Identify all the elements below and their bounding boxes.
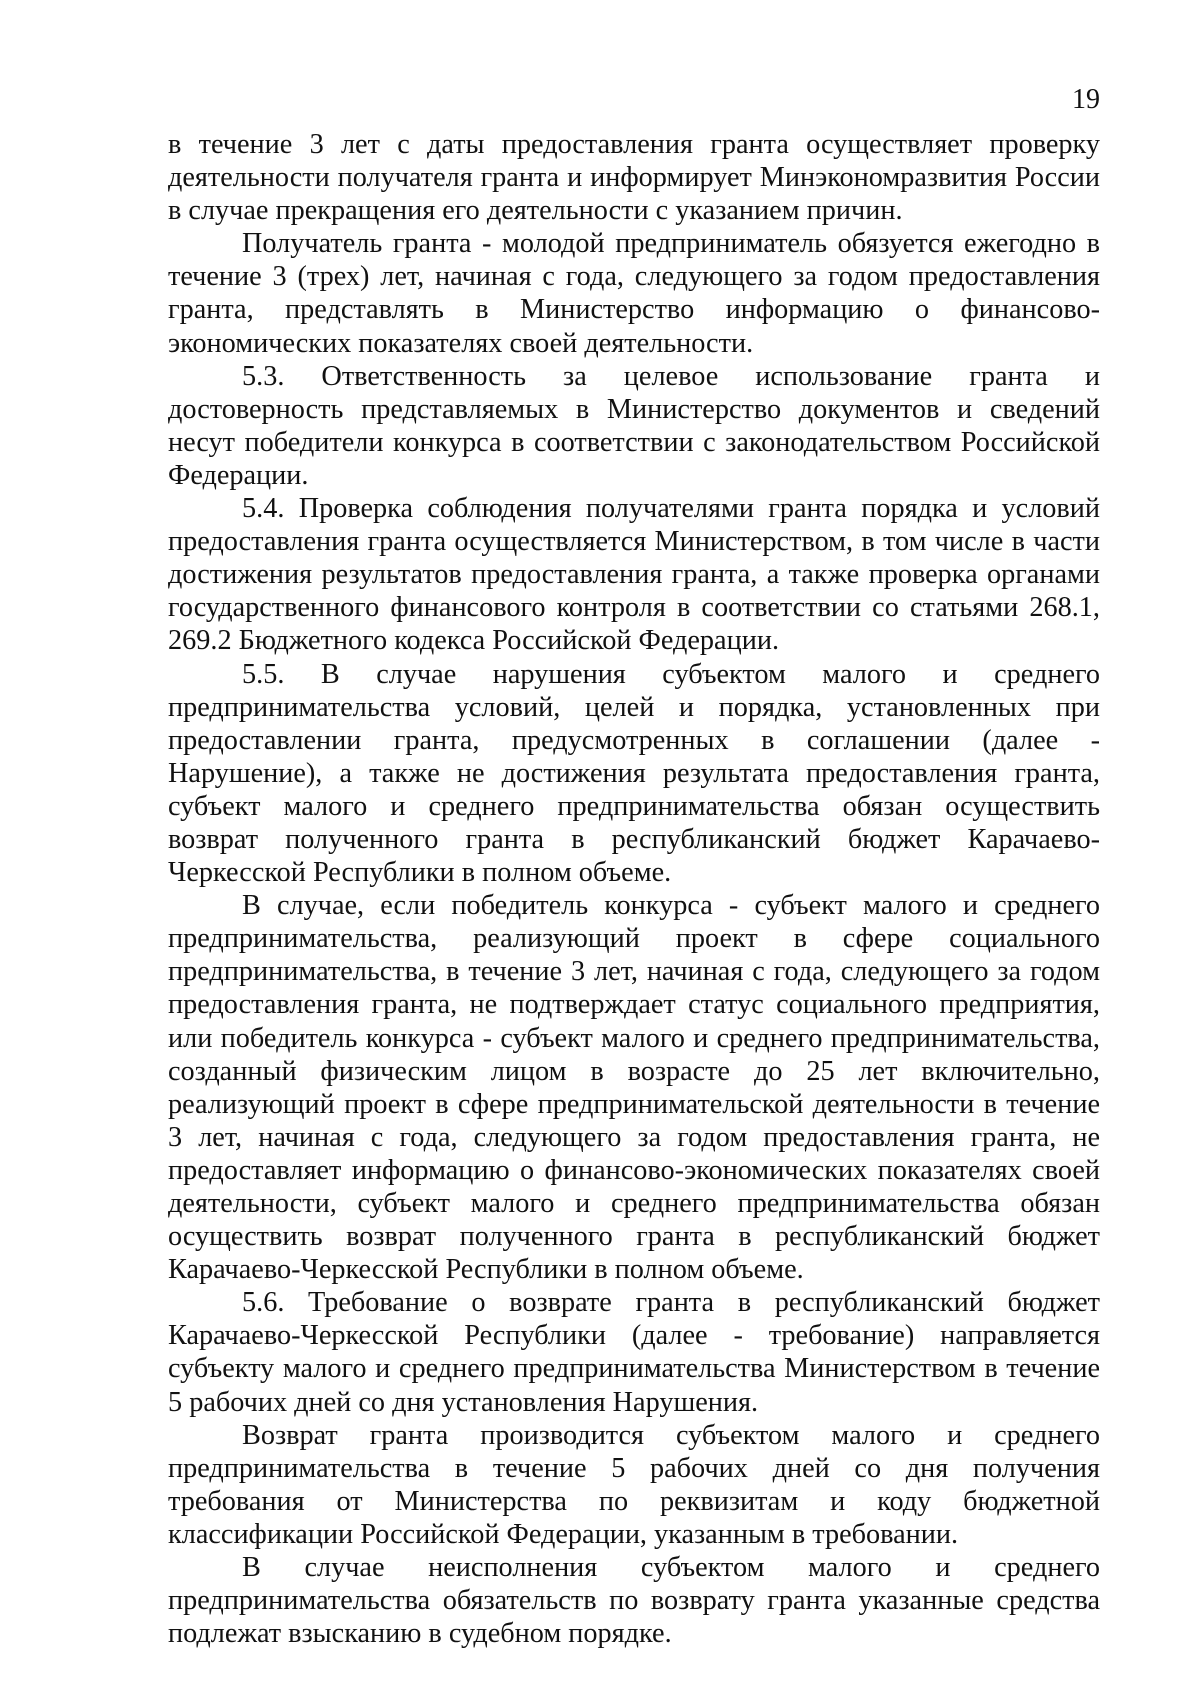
- paragraph-grant-monitoring: в течение 3 лет с даты предоставления гранта осуществляет проверку деятельности получателя гранта и информирует Минэкономразвития России в случае прекращения его деятельности с указанием причин.: [168, 129, 1100, 227]
- paragraph-social-enterprise-refund: В случае, если победитель конкурса - субъект малого и среднего предпринимательства, реализующий проект в сфере социального предпринимательства, в течение 3 лет, начиная с года, следующего за годом предоставления гранта, не подтверждает статус социального предприятия, или победитель конкурса - субъект малого и среднего предпринимательства, созданный физическим лицом в возрасте до 25 лет включительно, реализующий проект в сфере предпринимательской деятельности в течение 3 лет, начиная с года, следующего за годом предоставления гранта, не предоставляет информацию о финансово-экономических показателях своей деятельности, субъект малого и среднего предпринимательства обязан осуществить возврат полученного гранта в республиканский бюджет Карачаево-Черкесской Республики в полном объеме.: [168, 890, 1100, 1286]
- paragraph-young-entrepreneur-reporting: Получатель гранта - молодой предприниматель обязуется ежегодно в течение 3 (трех) лет, начиная с года, следующего за годом предоставления гранта, представлять в Министерство информацию о финансово-экономических показателях своей деятельности.: [168, 228, 1100, 359]
- paragraph-5-5-violation-refund: 5.5. В случае нарушения субъектом малого и среднего предпринимательства условий, целей и порядка, установленных при предоставлении гранта, предусмотренных в соглашении (далее - Нарушение), а также не достижения результата предоставления гранта, субъект малого и среднего предпринимательства обязан осуществить возврат полученного гранта в республиканский бюджет Карачаево-Черкесской Республики в полном объеме.: [168, 658, 1100, 889]
- paragraph-refund-procedure: Возврат гранта производится субъектом малого и среднего предпринимательства в течение 5 рабочих дней со дня получения требования от Министерства по реквизитам и коду бюджетной классификации Российской Федерации, указанным в требовании.: [168, 1419, 1100, 1550]
- page-number: 19: [1072, 84, 1100, 115]
- document-body: [168, 128, 1100, 1650]
- paragraph-5-3-responsibility: 5.3. Ответственность за целевое использование гранта и достоверность представляемых в Министерство документов и сведений несут победители конкурса в соответствии с законодательством Российской Федерации.: [168, 360, 1100, 491]
- paragraph-judicial-recovery: В случае неисполнения субъектом малого и среднего предпринимательства обязательств по возврату гранта указанные средства подлежат взысканию в судебном порядке.: [168, 1552, 1100, 1650]
- paragraph-5-6-refund-demand: 5.6. Требование о возврате гранта в республиканский бюджет Карачаево-Черкесской Республики (далее - требование) направляется субъекту малого и среднего предпринимательства Министерством в течение 5 рабочих дней со дня установления Нарушения.: [168, 1287, 1100, 1418]
- paragraph-5-4-compliance-check: 5.4. Проверка соблюдения получателями гранта порядка и условий предоставления гранта осуществляется Министерством, в том числе в части достижения результатов предоставления гранта, а также проверка органами государственного финансового контроля в соответствии со статьями 268.1, 269.2 Бюджетного кодекса Российской Федерации.: [168, 493, 1100, 657]
